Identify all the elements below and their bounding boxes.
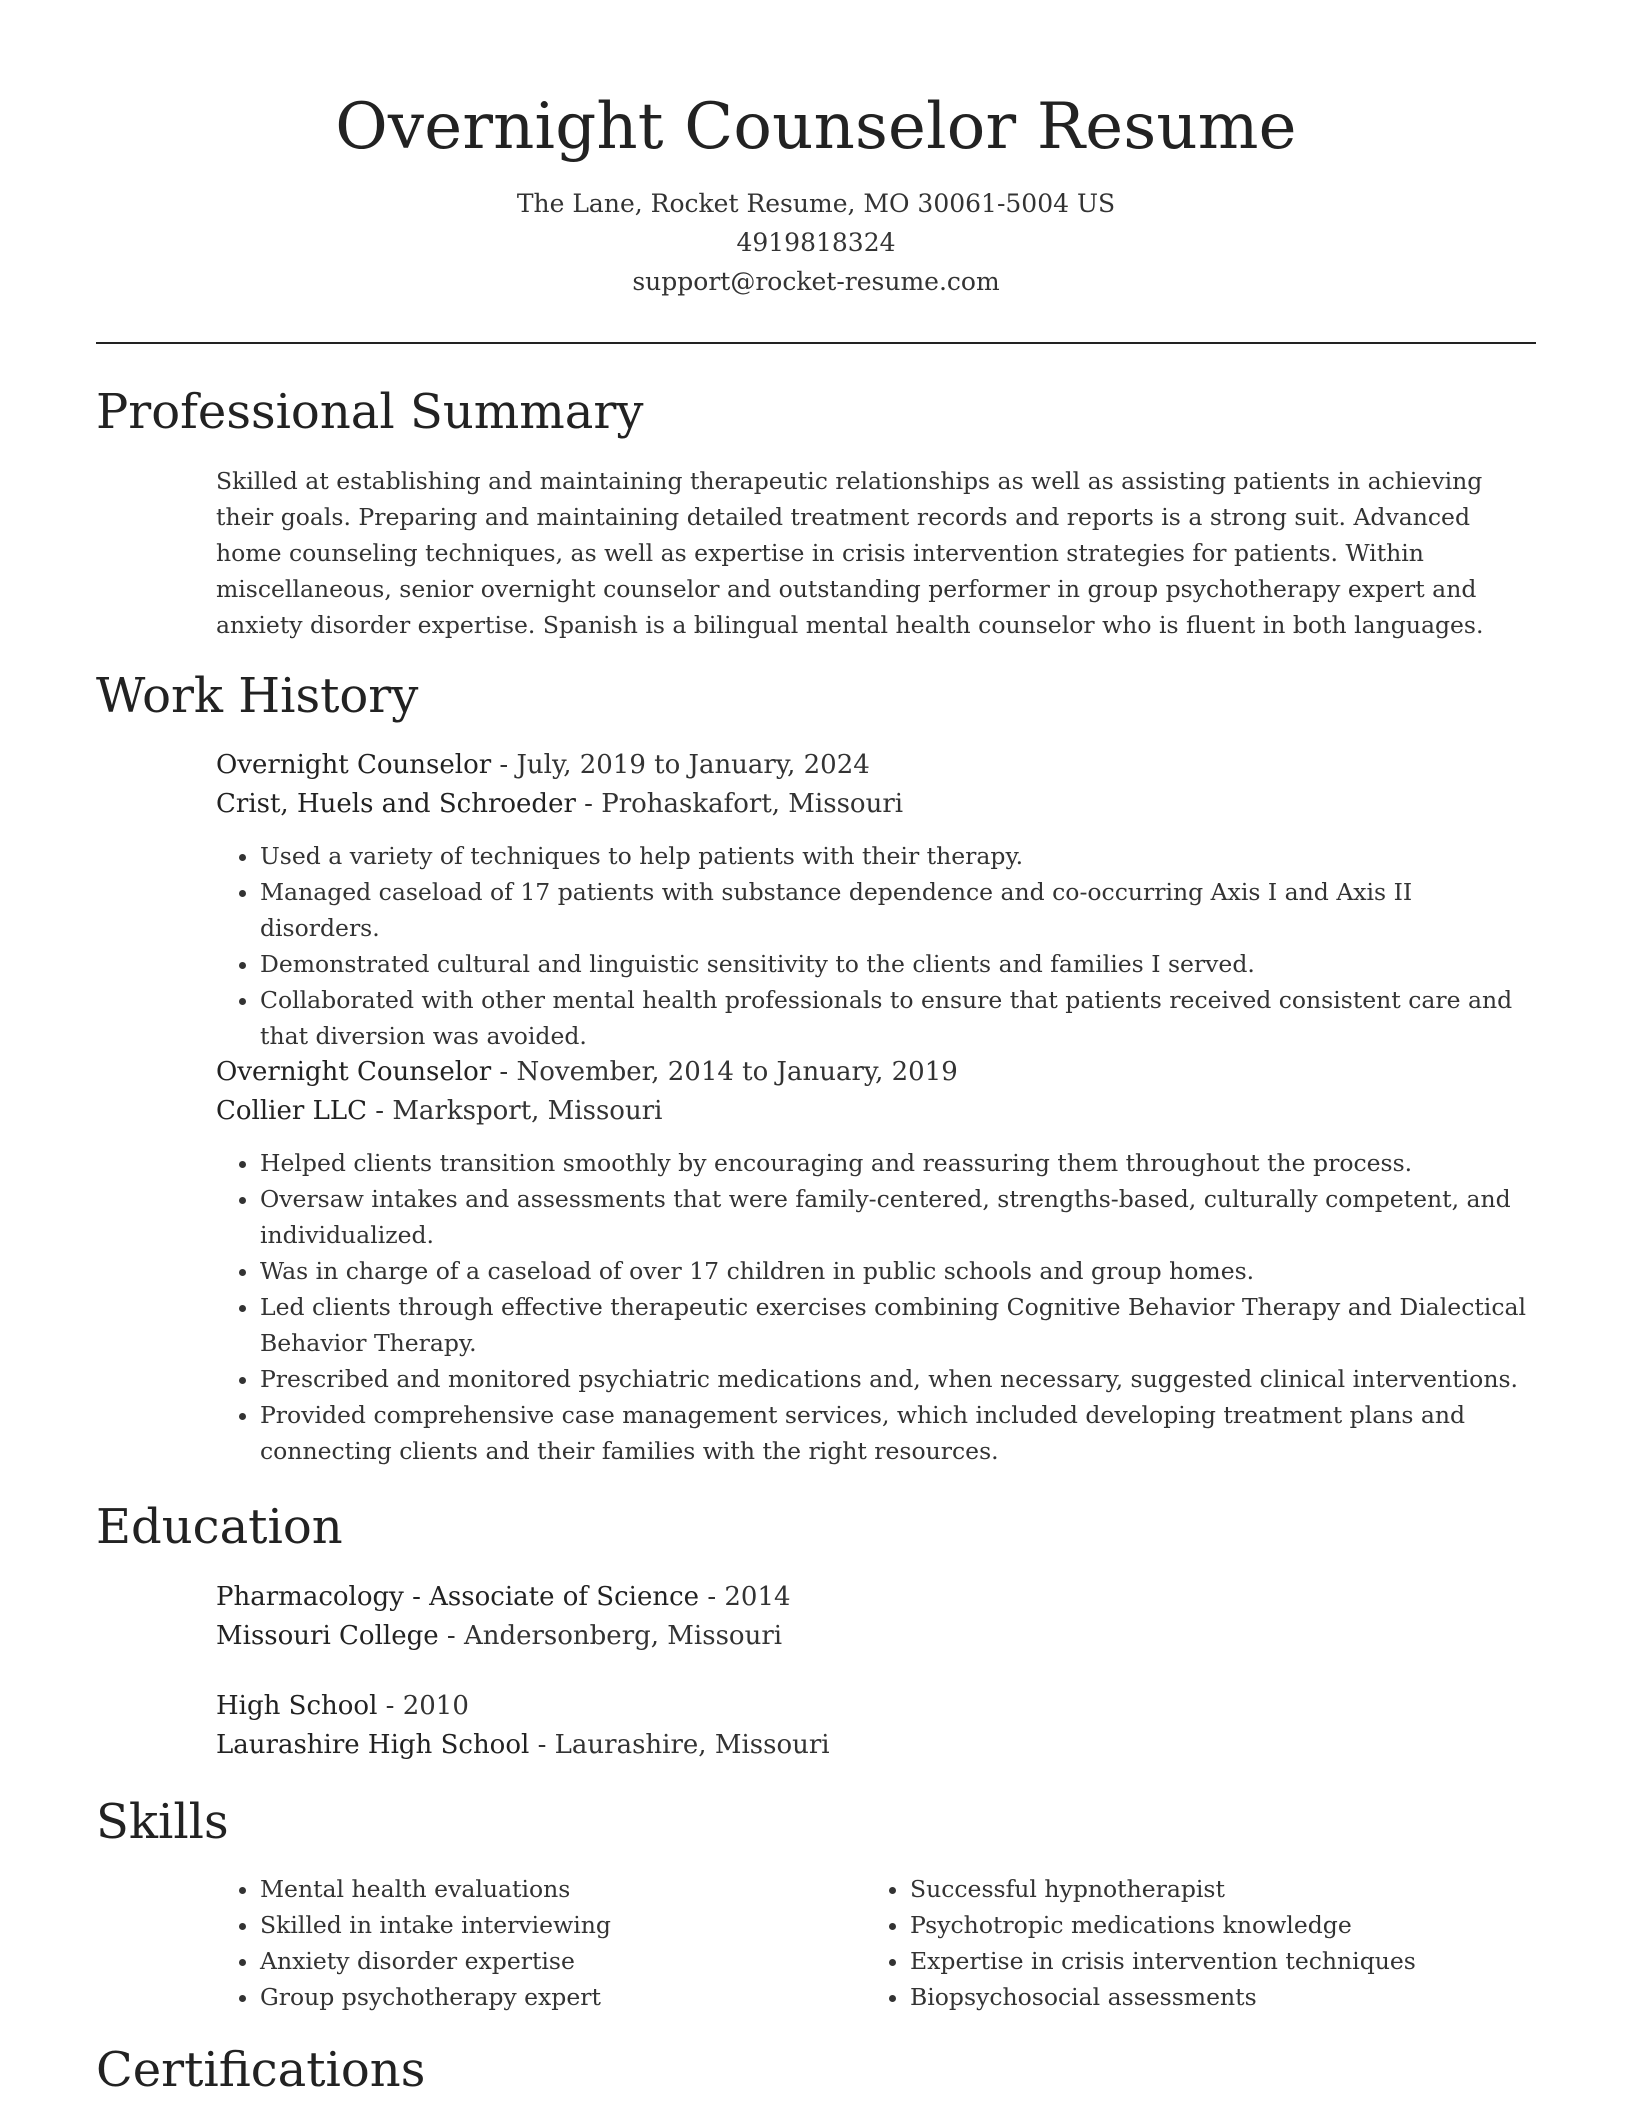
summary-text: Skilled at establishing and maintaining therapeutic relationships as well as assisting patients in achieving their goals. Preparing and maintaining detailed treatment records and reports is a strong suit. Advanced home counseling techniques, as well as expertise in crisis intervention strategies for patients. Within miscellaneous, senior overnight counselor and outstanding performer in group psychotherapy expert and anxiety disorder expertise. Spanish is a bilingual mental health counselor who is fluent in both languages. — [216, 467, 1484, 639]
list-item: • Oversaw intakes and assessments that were family-centered, strengths-based, culturally competent, and individualized. — [260, 1181, 1536, 1253]
skills-list-right — [866, 1871, 1516, 2015]
list-item: • Psychotropic medications knowledge — [910, 1907, 1516, 1943]
job-company: Collier LLC — [216, 1096, 367, 1126]
job-entry — [216, 1053, 1536, 1469]
job-location: - Marksport, Missouri — [367, 1096, 663, 1126]
list-item: • Collaborated with other mental health professionals to ensure that patients received consistent care and that diversion was avoided. — [260, 982, 1536, 1054]
skills-list-left — [216, 1871, 866, 2015]
education-location: - Laurashire, Missouri — [529, 1730, 830, 1760]
job-title-line — [216, 746, 1536, 785]
job-bullets — [216, 1145, 1536, 1469]
resume-title: Overnight Counselor Resume — [335, 90, 1297, 164]
list-item: • Group psychotherapy expert — [260, 1979, 866, 2015]
job-location: - Prohaskafort, Missouri — [575, 789, 904, 819]
contact-email: support@rocket-resume.com — [632, 267, 1000, 296]
list-item: • Used a variety of techniques to help patients with their therapy. — [260, 838, 1536, 874]
contact-info — [96, 184, 1536, 301]
summary-block — [216, 463, 1536, 643]
resume-header — [96, 84, 1536, 301]
education-school: Missouri College — [216, 1621, 439, 1651]
certifications-heading: Certifications — [96, 2042, 426, 2098]
list-item: • Mental health evaluations — [260, 1871, 866, 1907]
education-year: - 2010 — [377, 1691, 469, 1721]
education-school: Laurashire High School — [216, 1730, 530, 1760]
job-title: Overnight Counselor — [216, 750, 492, 780]
skills-heading: Skills — [96, 1794, 229, 1850]
contact-phone: 4919818324 — [736, 228, 896, 257]
job-bullets — [216, 838, 1536, 1054]
education-school-line — [216, 1726, 1536, 1765]
list-item: • Helped clients transition smoothly by encouraging and reassuring them throughout the process. — [260, 1145, 1536, 1181]
list-item: • Led clients through effective therapeutic exercises combining Cognitive Behavior Therapy and Dialectical Behavior Therapy. — [260, 1289, 1536, 1361]
skills-grid — [216, 1871, 1536, 2015]
header-divider — [96, 342, 1536, 344]
job-company-line — [216, 785, 1536, 824]
job-entry — [216, 746, 1536, 1054]
list-item: • Successful hypnotherapist — [910, 1871, 1516, 1907]
job-dates: - July, 2019 to January, 2024 — [491, 750, 870, 780]
skills-column-left — [216, 1871, 866, 2015]
education-entry — [216, 1578, 1536, 1656]
summary-heading: Professional Summary — [96, 384, 644, 440]
job-dates: - November, 2014 to January, 2019 — [491, 1057, 958, 1087]
list-item: • Was in charge of a caseload of over 17 children in public schools and group homes. — [260, 1253, 1536, 1289]
list-item: • Expertise in crisis intervention techniques — [910, 1943, 1516, 1979]
list-item: • Demonstrated cultural and linguistic sensitivity to the clients and families I served. — [260, 946, 1536, 982]
work-history-heading: Work History — [96, 668, 419, 724]
list-item: • Skilled in intake interviewing — [260, 1907, 866, 1943]
education-location: - Andersonberg, Missouri — [438, 1621, 783, 1651]
job-title-line — [216, 1053, 1536, 1092]
education-heading: Education — [96, 1499, 343, 1555]
list-item: • Provided comprehensive case management services, which included developing treatment plans and connecting clients and their families with the right resources. — [260, 1397, 1536, 1469]
education-degree: Pharmacology - Associate of Science — [216, 1582, 700, 1612]
list-item: • Managed caseload of 17 patients with substance dependence and co-occurring Axis I and Axis II disorders. — [260, 874, 1536, 946]
skills-block — [216, 1871, 1536, 2015]
education-entry — [216, 1687, 1536, 1765]
education-degree: High School — [216, 1691, 378, 1721]
job-company-line — [216, 1092, 1536, 1131]
job-company: Crist, Huels and Schroeder — [216, 789, 576, 819]
list-item: • Anxiety disorder expertise — [260, 1943, 866, 1979]
education-degree-line — [216, 1578, 1536, 1617]
list-item: • Prescribed and monitored psychiatric medications and, when necessary, suggested clinical interventions. — [260, 1361, 1536, 1397]
job-title: Overnight Counselor — [216, 1057, 492, 1087]
education-year: - 2014 — [699, 1582, 791, 1612]
education-degree-line — [216, 1687, 1536, 1726]
skills-column-right — [866, 1871, 1516, 2015]
education-school-line — [216, 1617, 1536, 1656]
contact-address: The Lane, Rocket Resume, MO 30061-5004 US — [516, 189, 1116, 218]
list-item: • Biopsychosocial assessments — [910, 1979, 1516, 2015]
